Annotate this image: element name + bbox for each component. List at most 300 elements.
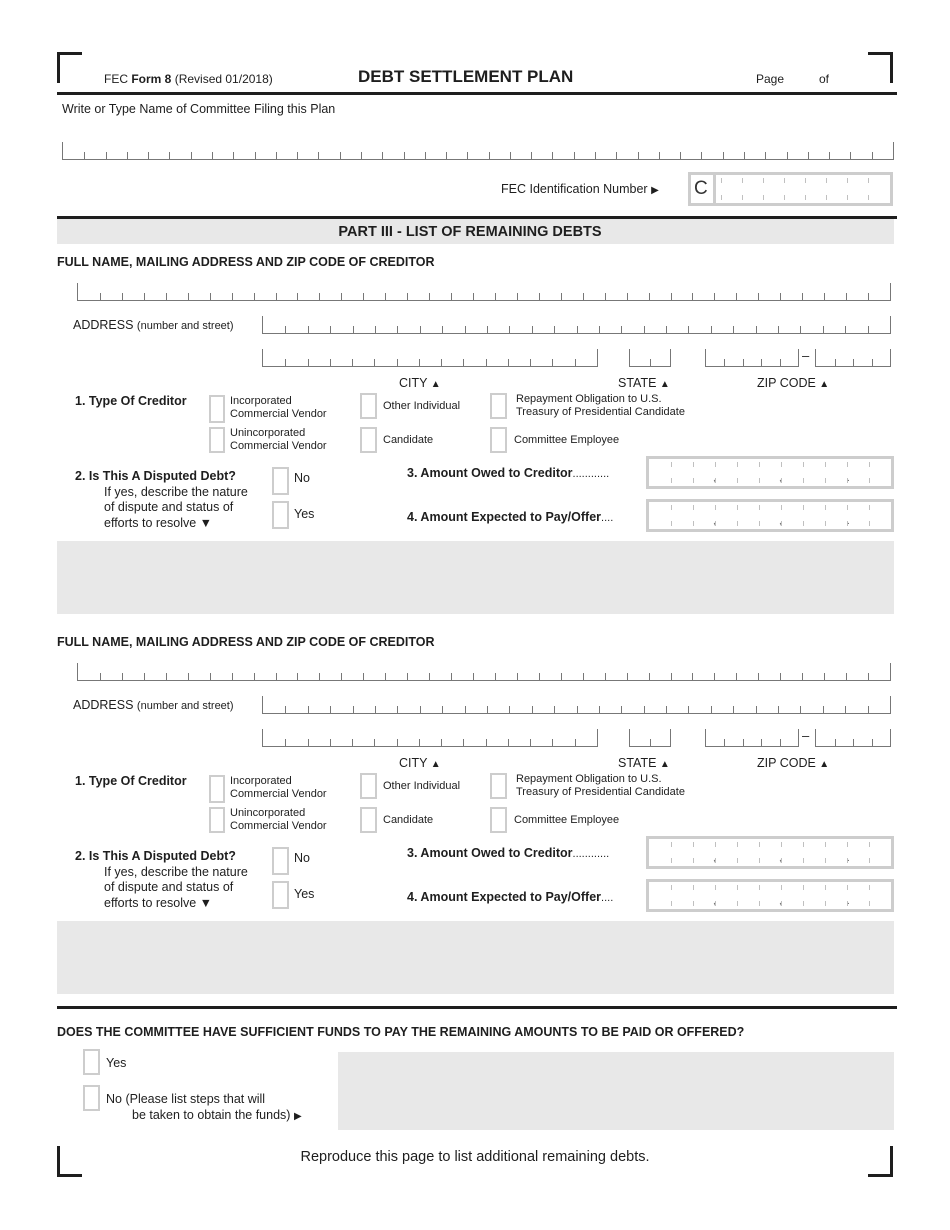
comb-tick — [122, 673, 123, 680]
amount-expected-comma-1: , — [713, 896, 716, 907]
comb-tick — [276, 673, 277, 680]
comb-tick — [517, 293, 518, 300]
comb-tick — [486, 739, 487, 746]
comb-tick — [407, 673, 408, 680]
comb-tick — [465, 706, 466, 713]
comb-tick — [780, 739, 781, 746]
address-label — [73, 698, 234, 712]
comb-tick — [733, 326, 734, 333]
disputed-no-label: No — [294, 851, 310, 865]
comb-tick — [824, 293, 825, 300]
zip-field-ext[interactable] — [815, 349, 891, 367]
unincorporated-vendor-line-2: Commercial Vendor — [230, 439, 327, 452]
comb-tick — [100, 293, 101, 300]
amount-owed-comma-1: , — [713, 853, 716, 864]
other-individual-checkbox[interactable] — [360, 773, 377, 799]
comb-tick — [649, 293, 650, 300]
unincorporated-vendor-label — [230, 807, 327, 832]
comb-tick — [872, 739, 873, 746]
comb-tick — [308, 359, 309, 366]
comb-tick — [802, 673, 803, 680]
comb-tick — [780, 359, 781, 366]
comb-tick — [353, 326, 354, 333]
other-individual-label: Other Individual — [383, 780, 461, 792]
page-title: DEBT SETTLEMENT PLAN — [358, 67, 574, 86]
incorporated-vendor-line-2: Commercial Vendor — [230, 787, 327, 800]
comb-tick — [397, 739, 398, 746]
comb-tick — [330, 706, 331, 713]
unincorporated-vendor-line-1: Unincorporated — [230, 427, 306, 439]
comb-tick — [853, 359, 854, 366]
disputed-desc-line-1: If yes, describe the nature — [104, 865, 248, 879]
comb-tick — [714, 673, 715, 680]
unincorporated-vendor-line-1: Unincorporated — [230, 807, 306, 819]
comb-tick — [688, 326, 689, 333]
comb-tick — [319, 673, 320, 680]
disputed-no-checkbox[interactable] — [272, 847, 289, 875]
dispute-description-area[interactable] — [57, 921, 894, 994]
comb-tick — [530, 359, 531, 366]
box-tick-top — [759, 885, 760, 890]
address-label-sub: (number and street) — [136, 700, 234, 712]
comb-tick — [297, 293, 298, 300]
comb-tick — [508, 739, 509, 746]
comb-tick — [733, 706, 734, 713]
candidate-label: Candidate — [383, 434, 434, 446]
comb-tick — [583, 293, 584, 300]
disputed-yes-checkbox[interactable] — [272, 881, 289, 909]
comb-tick — [308, 706, 309, 713]
amount-expected-comma-2: , — [779, 516, 782, 527]
box-tick-top — [825, 842, 826, 847]
comb-tick — [374, 359, 375, 366]
address-label-text: ADDRESS — [73, 698, 134, 712]
comb-tick — [692, 293, 693, 300]
repayment-obligation-checkbox[interactable] — [490, 773, 507, 799]
repayment-obligation-line-2: Treasury of Presidential Candidate — [516, 405, 685, 418]
box-tick-bottom — [803, 858, 804, 863]
state-field[interactable] — [629, 349, 671, 367]
box-tick-top — [759, 842, 760, 847]
comb-tick — [341, 673, 342, 680]
box-tick-bottom — [869, 901, 870, 906]
box-tick-top — [825, 885, 826, 890]
box-tick-bottom — [825, 901, 826, 906]
pointer-right-icon: ▶ — [651, 185, 659, 196]
comb-tick — [397, 326, 398, 333]
amount-expected-decimal: . — [847, 896, 850, 907]
comb-tick — [758, 673, 759, 680]
address-label — [73, 318, 234, 332]
funds-no-checkbox[interactable] — [83, 1085, 100, 1111]
comb-tick — [743, 739, 744, 746]
unincorporated-vendor-checkbox[interactable] — [209, 807, 225, 833]
amount-expected-comma-1: , — [713, 516, 716, 527]
comb-tick — [330, 739, 331, 746]
comb-tick — [473, 293, 474, 300]
funds-no-label-line-2-text: be taken to obtain the funds) — [132, 1108, 291, 1122]
creditor-block-2 — [0, 380, 950, 1000]
disputed-yes-label: Yes — [294, 887, 315, 901]
of-label: of — [819, 72, 830, 86]
comb-tick — [451, 673, 452, 680]
form-revised: (Revised 01/2018) — [174, 72, 273, 86]
comb-tick — [761, 359, 762, 366]
city-label-text: CITY — [399, 756, 428, 770]
comb-tick — [583, 673, 584, 680]
funds-yes-checkbox[interactable] — [83, 1049, 100, 1075]
amount-expected-label-text: 4. Amount Expected to Pay/Offer — [407, 890, 602, 904]
comb-tick — [232, 293, 233, 300]
comb-tick — [353, 706, 354, 713]
comb-tick — [341, 293, 342, 300]
comb-tick — [285, 706, 286, 713]
disputed-debt-label: 2. Is This A Disputed Debt? — [75, 849, 236, 863]
comb-tick — [868, 706, 869, 713]
amount-expected-comma-2: , — [779, 896, 782, 907]
comb-tick — [577, 326, 578, 333]
comb-tick — [429, 673, 430, 680]
box-tick-bottom — [671, 858, 672, 863]
footer-note: Reproduce this page to list additional remaining debts. — [300, 1149, 650, 1165]
comb-tick — [868, 673, 869, 680]
comb-tick — [671, 673, 672, 680]
comb-tick — [692, 673, 693, 680]
comb-tick — [495, 293, 496, 300]
committee-employee-checkbox[interactable] — [490, 807, 507, 833]
box-tick-bottom — [737, 901, 738, 906]
disputed-desc-line-3: efforts to resolve ▼ — [104, 896, 213, 910]
comb-tick — [144, 673, 145, 680]
state-label-text: STATE — [618, 756, 657, 770]
comb-tick — [285, 359, 286, 366]
comb-tick — [835, 359, 836, 366]
comb-tick — [666, 326, 667, 333]
comb-tick — [442, 326, 443, 333]
pointer-up-icon: ▲ — [819, 759, 830, 770]
box-tick-bottom — [869, 858, 870, 863]
comb-tick — [756, 326, 757, 333]
comb-tick — [800, 326, 801, 333]
disputed-yes-label: Yes — [294, 507, 315, 521]
comb-tick — [627, 293, 628, 300]
funds-top-rule — [57, 1006, 897, 1009]
amount-expected-field[interactable] — [646, 879, 894, 912]
candidate-label: Candidate — [383, 814, 434, 826]
comb-tick — [508, 359, 509, 366]
amount-expected-label-text: 4. Amount Expected to Pay/Offer — [407, 510, 602, 524]
comb-tick — [711, 706, 712, 713]
comb-tick — [385, 293, 386, 300]
committee-employee-label: Committee Employee — [514, 814, 620, 826]
comb-tick — [846, 673, 847, 680]
fec-id-label-text: FEC Identification Number — [501, 182, 648, 196]
comb-tick — [711, 326, 712, 333]
comb-tick — [599, 326, 600, 333]
box-tick-top — [693, 842, 694, 847]
incorporated-vendor-checkbox[interactable] — [209, 775, 225, 803]
comb-tick — [650, 359, 651, 366]
comb-tick — [778, 706, 779, 713]
comb-tick — [802, 293, 803, 300]
creditor-section-title: FULL NAME, MAILING ADDRESS AND ZIP CODE OF CREDITOR — [57, 635, 435, 649]
comb-tick — [743, 359, 744, 366]
comb-tick — [419, 359, 420, 366]
address-label-sub: (number and street) — [136, 320, 234, 332]
comb-tick — [509, 706, 510, 713]
zip-label-text: ZIP CODE — [757, 376, 816, 390]
comb-tick — [530, 739, 531, 746]
comb-tick — [465, 326, 466, 333]
comb-tick — [539, 673, 540, 680]
city-label-text: CITY — [399, 376, 428, 390]
repayment-obligation-line-1: Repayment Obligation to U.S. — [516, 393, 662, 405]
comb-tick — [397, 706, 398, 713]
other-individual-label: Other Individual — [383, 400, 461, 412]
comb-tick — [487, 326, 488, 333]
box-tick-bottom — [737, 858, 738, 863]
box-tick-top — [869, 842, 870, 847]
comb-tick — [319, 293, 320, 300]
comb-tick — [666, 706, 667, 713]
comb-tick — [724, 359, 725, 366]
box-tick-top — [803, 885, 804, 890]
comb-tick — [621, 706, 622, 713]
comb-tick — [254, 293, 255, 300]
city-label — [399, 756, 441, 770]
comb-tick — [419, 739, 420, 746]
comb-tick — [714, 293, 715, 300]
pointer-up-icon: ▲ — [430, 379, 441, 390]
comb-tick — [605, 293, 606, 300]
type-of-creditor-label: 1. Type Of Creditor — [75, 774, 187, 788]
comb-tick — [846, 293, 847, 300]
repayment-obligation-label — [516, 773, 685, 798]
fec-id-prefix: C — [694, 178, 708, 199]
comb-tick — [463, 359, 464, 366]
comb-tick — [210, 673, 211, 680]
comb-tick — [363, 673, 364, 680]
city-field[interactable] — [262, 729, 598, 747]
comb-tick — [254, 673, 255, 680]
comb-tick — [823, 326, 824, 333]
comb-tick — [650, 739, 651, 746]
comb-tick — [441, 359, 442, 366]
disputed-desc-line-2: of dispute and status of — [104, 880, 234, 894]
funds-steps-area[interactable] — [338, 1052, 894, 1130]
comb-tick — [385, 673, 386, 680]
zip-dash: – — [802, 728, 810, 743]
pointer-right-icon: ▶ — [293, 1111, 302, 1122]
comb-tick — [835, 739, 836, 746]
box-tick-bottom — [671, 901, 672, 906]
comb-tick — [276, 293, 277, 300]
comb-tick — [561, 673, 562, 680]
comb-tick — [554, 326, 555, 333]
comb-tick — [144, 293, 145, 300]
comb-tick — [451, 293, 452, 300]
state-label-text: STATE — [618, 376, 657, 390]
creditor-name-field[interactable] — [77, 663, 891, 681]
box-tick-top — [737, 885, 738, 890]
repayment-obligation-line-2: Treasury of Presidential Candidate — [516, 785, 685, 798]
amount-owed-field[interactable] — [646, 836, 894, 869]
amount-expected-leader-dots: .... — [601, 512, 614, 524]
candidate-checkbox[interactable] — [360, 807, 377, 833]
form-prefix: FEC — [104, 72, 128, 86]
comb-tick — [532, 706, 533, 713]
comb-tick — [644, 706, 645, 713]
box-tick-top — [847, 842, 848, 847]
comb-tick — [297, 673, 298, 680]
type-of-creditor-label: 1. Type Of Creditor — [75, 394, 187, 408]
form-name: Form 8 — [131, 72, 172, 86]
comb-tick — [736, 293, 737, 300]
comb-tick — [621, 326, 622, 333]
comb-tick — [780, 673, 781, 680]
funds-no-label-line-2 — [132, 1108, 302, 1122]
comb-tick — [845, 706, 846, 713]
comb-tick — [463, 739, 464, 746]
part-title: PART III - LIST OF REMAINING DEBTS — [338, 224, 602, 240]
comb-tick — [517, 673, 518, 680]
pointer-up-icon: ▲ — [659, 759, 670, 770]
state-field[interactable] — [629, 729, 671, 747]
comb-tick — [330, 359, 331, 366]
zip-dash: – — [802, 348, 810, 363]
amount-owed-decimal: . — [847, 853, 850, 864]
creditor-section-title: FULL NAME, MAILING ADDRESS AND ZIP CODE OF CREDITOR — [57, 255, 435, 269]
repayment-obligation-line-1: Repayment Obligation to U.S. — [516, 773, 662, 785]
box-tick-top — [803, 842, 804, 847]
creditor-name-field[interactable] — [77, 283, 891, 301]
comb-tick — [308, 326, 309, 333]
amount-expected-label — [407, 890, 613, 904]
comb-tick — [352, 359, 353, 366]
comb-tick — [778, 326, 779, 333]
comb-tick — [166, 293, 167, 300]
comb-tick — [575, 359, 576, 366]
comb-tick — [627, 673, 628, 680]
box-tick-top — [671, 842, 672, 847]
pointer-up-icon: ▲ — [819, 379, 830, 390]
box-tick-top — [715, 885, 716, 890]
amount-owed-ticks — [649, 839, 891, 866]
disputed-desc-line-2: of dispute and status of — [104, 500, 234, 514]
comb-tick — [853, 739, 854, 746]
amount-owed-leader-dots: ............ — [572, 468, 610, 480]
disputed-desc-line-1: If yes, describe the nature — [104, 485, 248, 499]
box-tick-bottom — [759, 858, 760, 863]
comb-tick — [845, 326, 846, 333]
box-tick-bottom — [759, 901, 760, 906]
zip-label — [757, 756, 829, 770]
amount-owed-label-text: 3. Amount Owed to Creditor — [407, 466, 573, 480]
comb-tick — [442, 706, 443, 713]
comb-tick — [407, 293, 408, 300]
amount-owed-comma-1: , — [713, 473, 716, 484]
box-tick-top — [715, 842, 716, 847]
comb-tick — [539, 293, 540, 300]
amount-owed-comma-2: , — [779, 853, 782, 864]
comb-tick — [375, 706, 376, 713]
comb-tick — [561, 293, 562, 300]
comb-tick — [736, 673, 737, 680]
zip-field-main[interactable] — [705, 729, 799, 747]
comb-tick — [688, 706, 689, 713]
address-street-field[interactable] — [262, 696, 891, 714]
amount-expected-decimal: . — [847, 516, 850, 527]
comb-tick — [575, 739, 576, 746]
comb-tick — [374, 739, 375, 746]
comb-tick — [122, 293, 123, 300]
comb-tick — [188, 673, 189, 680]
funds-no-label-line-1: No (Please list steps that will — [106, 1092, 266, 1106]
box-tick-top — [781, 885, 782, 890]
comb-tick — [761, 739, 762, 746]
amount-owed-label-text: 3. Amount Owed to Creditor — [407, 846, 573, 860]
comb-tick — [441, 739, 442, 746]
amount-owed-label — [407, 846, 609, 860]
comb-tick — [756, 706, 757, 713]
committee-employee-label: Committee Employee — [514, 434, 620, 446]
comb-tick — [375, 326, 376, 333]
comb-tick — [308, 739, 309, 746]
comb-tick — [210, 293, 211, 300]
amount-owed-leader-dots: ............ — [572, 848, 610, 860]
pointer-up-icon: ▲ — [659, 379, 670, 390]
zip-field-ext[interactable] — [815, 729, 891, 747]
incorporated-vendor-line-2: Commercial Vendor — [230, 407, 327, 420]
box-tick-bottom — [693, 901, 694, 906]
comb-tick — [352, 739, 353, 746]
box-tick-bottom — [693, 858, 694, 863]
amount-owed-decimal: . — [847, 473, 850, 484]
disputed-no-label: No — [294, 471, 310, 485]
comb-tick — [724, 739, 725, 746]
unincorporated-vendor-line-2: Commercial Vendor — [230, 819, 327, 832]
comb-tick — [671, 293, 672, 300]
box-tick-bottom — [825, 858, 826, 863]
comb-tick — [868, 293, 869, 300]
comb-tick — [823, 706, 824, 713]
comb-tick — [232, 673, 233, 680]
box-tick-top — [693, 885, 694, 890]
funds-question: DOES THE COMMITTEE HAVE SUFFICIENT FUNDS TO PAY THE REMAINING AMOUNTS TO BE PAID OR OFFERED? — [57, 1025, 745, 1039]
disputed-desc-line-3: efforts to resolve ▼ — [104, 516, 213, 530]
comb-tick — [599, 706, 600, 713]
zip-label-text: ZIP CODE — [757, 756, 816, 770]
incorporated-vendor-line-1: Incorporated — [230, 775, 292, 787]
zip-field-main[interactable] — [705, 349, 799, 367]
comb-tick — [552, 739, 553, 746]
comb-tick — [532, 326, 533, 333]
comb-tick — [824, 673, 825, 680]
address-street-field[interactable] — [262, 316, 891, 334]
comb-tick — [397, 359, 398, 366]
city-field[interactable] — [262, 349, 598, 367]
comb-tick — [420, 706, 421, 713]
comb-tick — [554, 706, 555, 713]
comb-tick — [166, 673, 167, 680]
disputed-debt-label: 2. Is This A Disputed Debt? — [75, 469, 236, 483]
comb-tick — [495, 673, 496, 680]
page-label: Page — [756, 72, 785, 86]
pointer-up-icon: ▲ — [430, 759, 441, 770]
comb-tick — [420, 326, 421, 333]
incorporated-vendor-line-1: Incorporated — [230, 395, 292, 407]
funds-yes-label: Yes — [106, 1056, 127, 1070]
